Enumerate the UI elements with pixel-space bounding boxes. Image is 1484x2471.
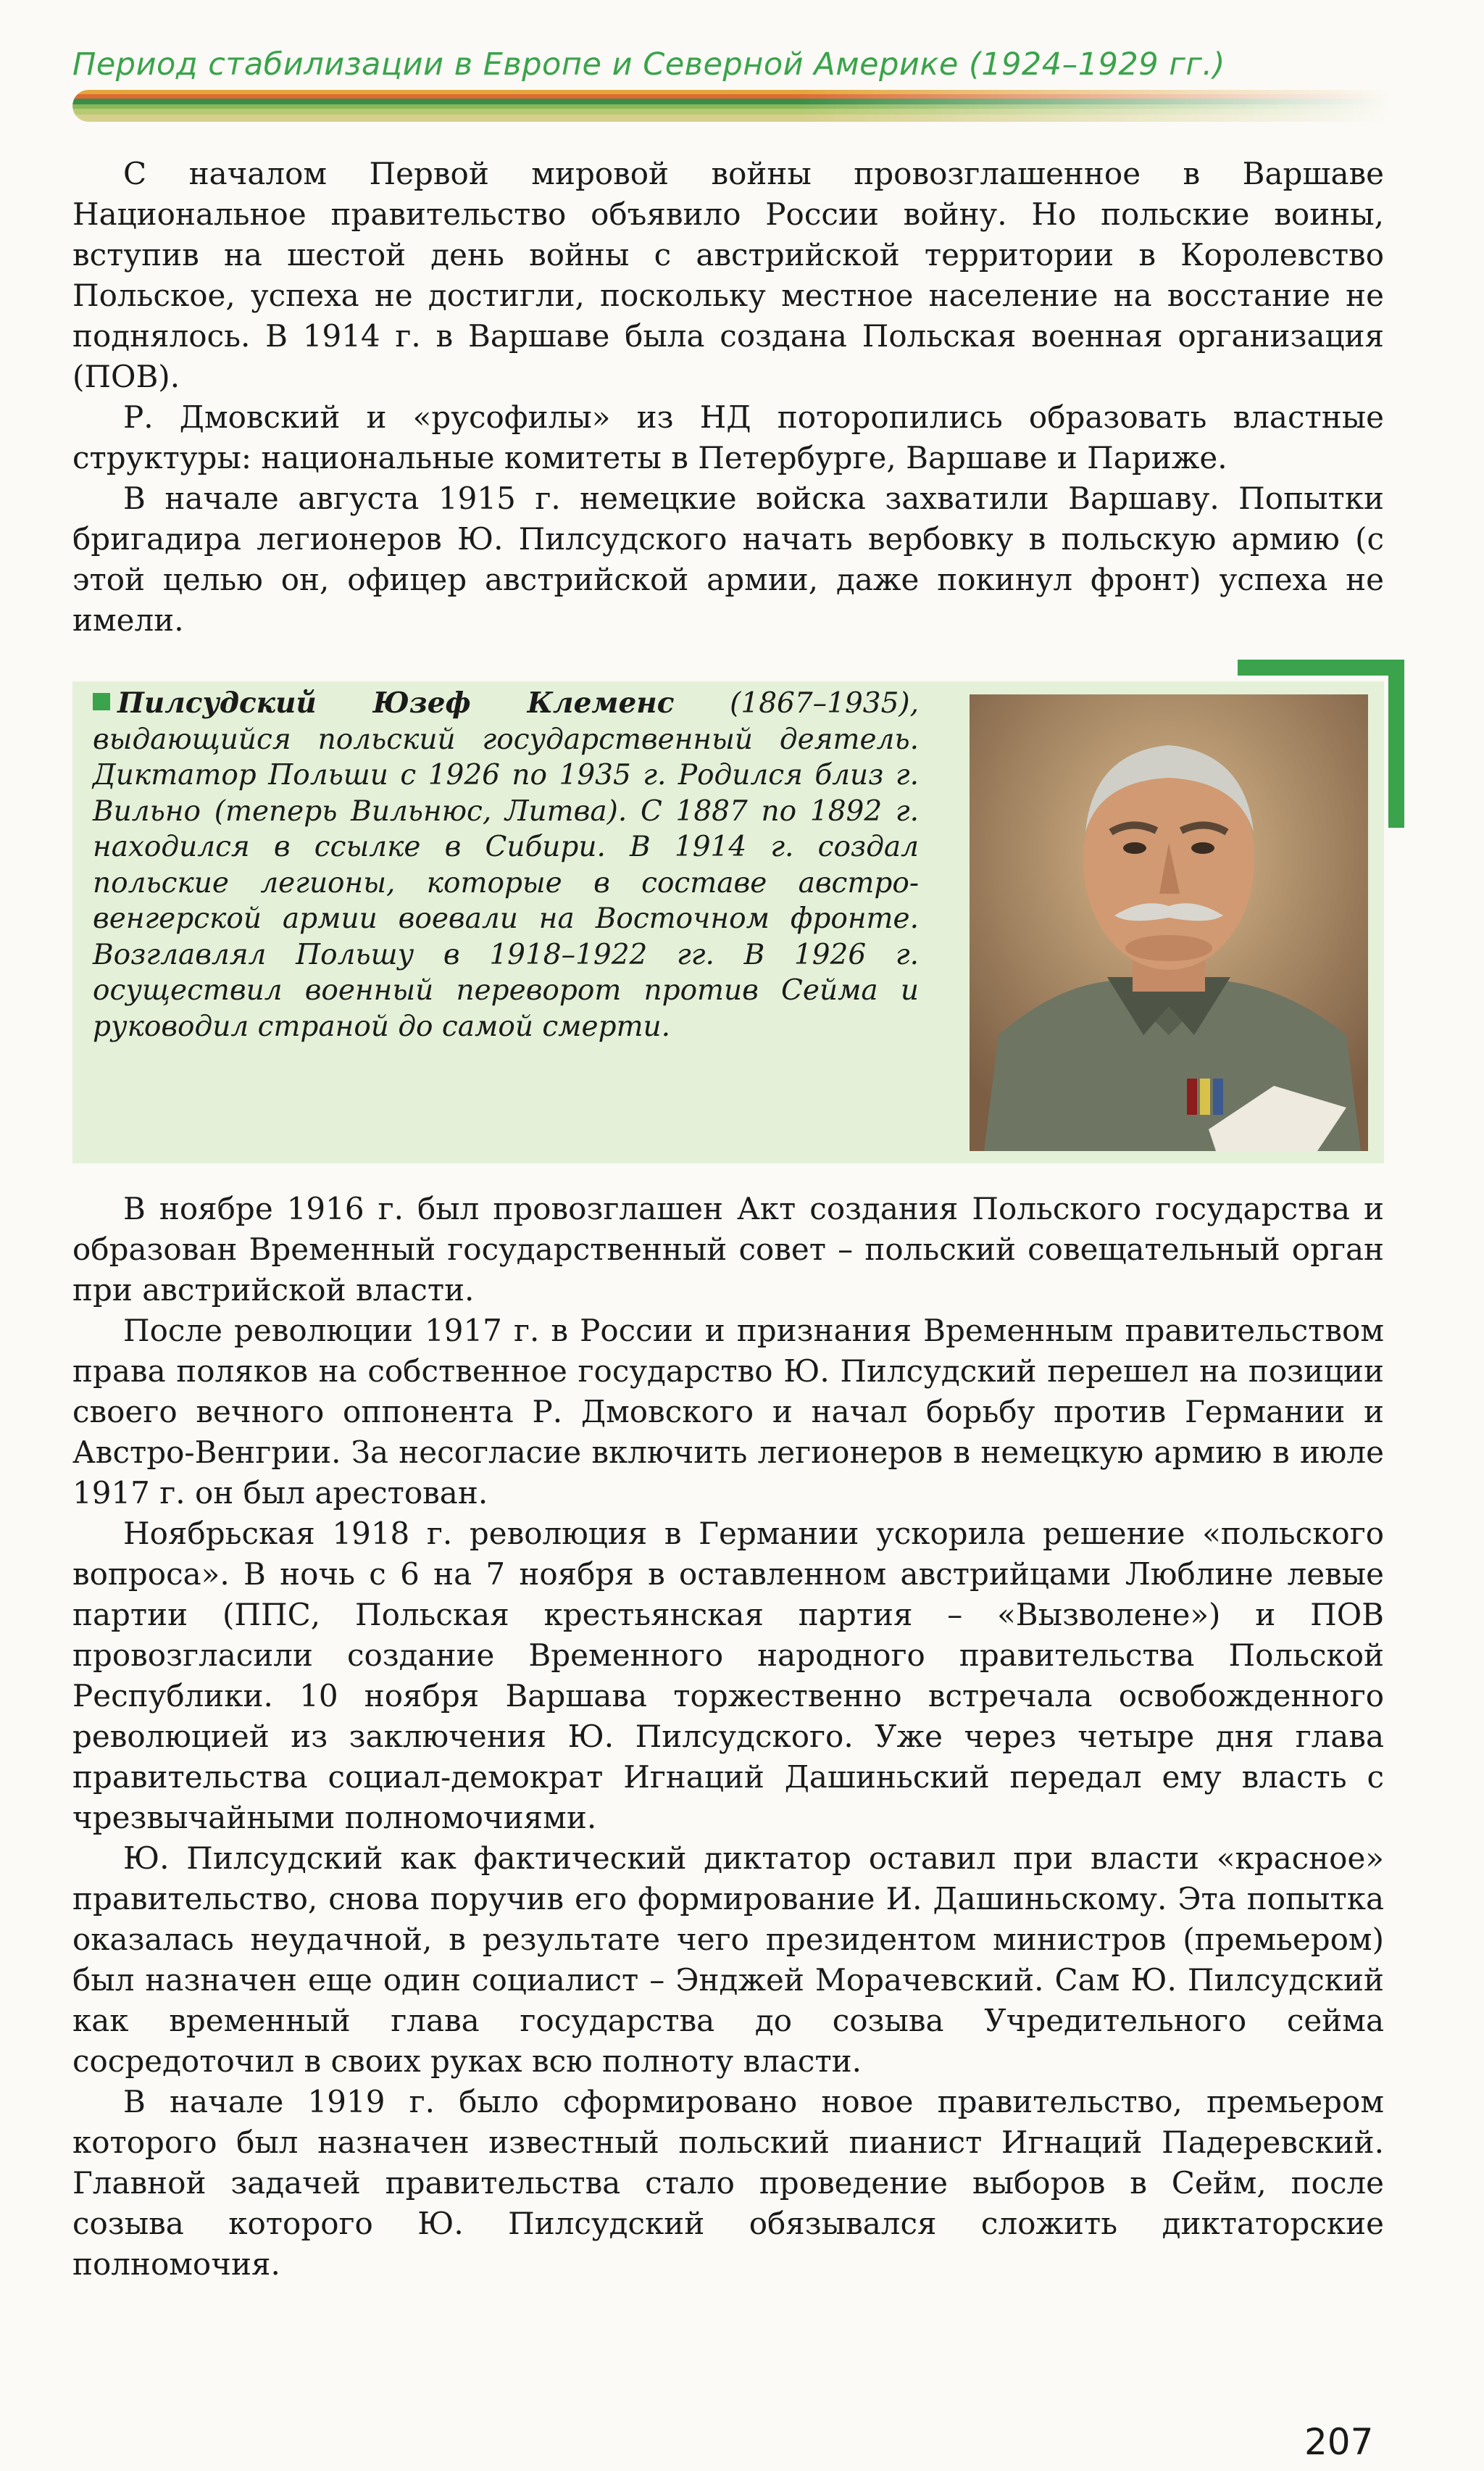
paragraph: В начале 1919 г. было сформировано новое правительство, премьером которого был назначен известный польский пианист Игнаций Падеревский. Главной задачей правительства стало проведение выборов в Сейм, после созыва которого Ю. Пилсудский обязывался сложить диктаторские полномочия.	[72, 2084, 1384, 2282]
sidebar-text	[93, 686, 919, 1045]
paragraph: Р. Дмовский и «русофилы» из НД поторопились образовать властные структуры: национальные комитеты в Петербурге, Варшаве и Париже.	[72, 399, 1384, 475]
paragraph: Ноябрьская 1918 г. революция в Германии ускорила решение «польского вопроса». В ночь с 6 на 7 ноября в оставленном австрийцами Люблине левые партии (ППС, Польская крестьянская партия – «Вызволене») и ПОВ провозгласили создание Временного народного правительства Польской Республики. 10 ноября Варшава торжественно встречала освобожденного революцией из заключения Ю. Пилсудского. Уже через четыре дня глава правительства социал-демократ Игнаций Дашиньский передал ему власть с чрезвычайными полномочиями.	[72, 1516, 1384, 1835]
main-text-top	[72, 154, 1384, 641]
main-text-bottom	[72, 1189, 1384, 2285]
bullet-icon	[93, 693, 110, 710]
sidebar-corner-accent-top	[1238, 660, 1404, 676]
portrait-image	[970, 694, 1368, 1151]
header-title: Период стабилизации в Европе и Северной Америке (1924–1929 гг.)	[72, 46, 1225, 83]
running-header	[72, 46, 1391, 122]
biography-sidebar	[72, 681, 1384, 1163]
paragraph: С началом Первой мировой войны провозглашенное в Варшаве Национальное правительство объявило России войну. Но польские воины, вступив на шестой день войны с австрийской территории в Королевство Польское, успеха не достигли, поскольку местное население на восстание не поднялось. В 1914 г. в Варшаве была создана Польская военная организация (ПОВ).	[72, 156, 1384, 394]
sidebar-person-name: Пилсудский Юзеф Клеменс	[117, 686, 675, 720]
paragraph: В начале августа 1915 г. немецкие войска захватили Варшаву. Попытки бригадира легионеров Ю. Пилсудского начать вербовку в польскую армию (с этой целью он, офицер австрийской армии, даже покинул фронт) успеха не имели.	[72, 481, 1384, 638]
paragraph: В ноябре 1916 г. был провозглашен Акт создания Польского государства и образован Временный государственный совет – польский совещательный орган при австрийской власти.	[72, 1191, 1384, 1308]
portrait-illustration	[970, 694, 1368, 1151]
page-number: 207	[1304, 2421, 1374, 2463]
paragraph: Ю. Пилсудский как фактический диктатор оставил при власти «красное» правительство, снова поручив его формирование И. Дашиньскому. Эта попытка оказалась неудачной, в результате чего президентом министров (премьером) был назначен еще один социалист – Энджей Морачевский. Сам Ю. Пилсудский как временный глава государства до созыва Учредительного сейма сосредоточил в своих руках всю полноту власти.	[72, 1840, 1384, 2079]
paragraph: После революции 1917 г. в России и признания Временным правительством права поляков на собственное государство Ю. Пилсудский перешел на позиции своего вечного оппонента Р. Дмовского и начал борьбу против Германии и Австро-Венгрии. За несогласие включить легионеров в немецкую армию в июле 1917 г. он был арестован.	[72, 1313, 1384, 1511]
sidebar-biography: (1867–1935), выдающийся польский государственный деятель. Диктатор Польши с 1926 по 1935 г. Родился близ г. Вильно (теперь Вильнюс, Литва). С 1887 по 1892 г. находился в ссылке в Сибири. В 1914 г. создал польские легионы, которые в составе австро-венгерской армии воевали на Восточном фронте. Возглавлял Польшу в 1918–1922 гг. В 1926 г. осуществил военный переворот против Сейма и руководил страной до самой смерти.	[93, 687, 919, 1043]
sidebar-corner-accent	[1388, 660, 1404, 828]
header-decorative-stripes	[72, 90, 1391, 122]
